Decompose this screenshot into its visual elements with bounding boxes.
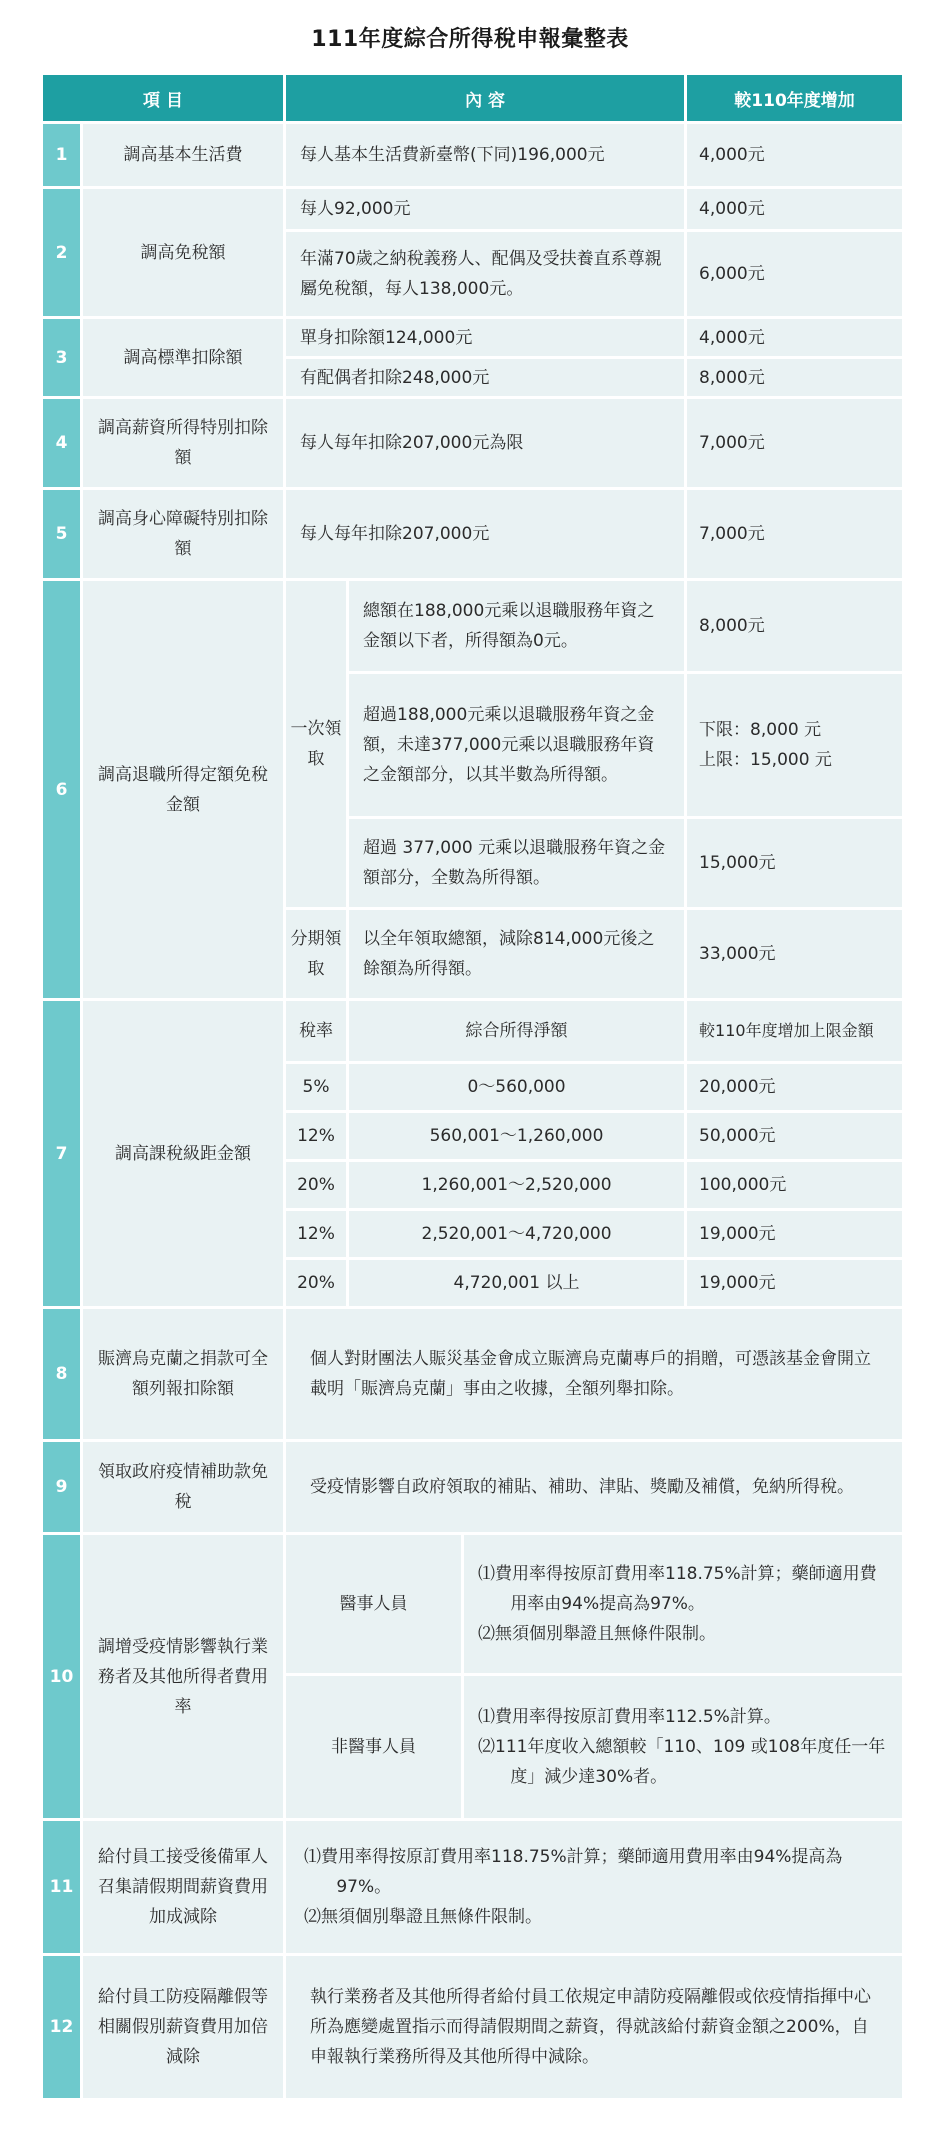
row-content: 每人基本生活費新臺幣(下同)196,000元: [286, 124, 684, 186]
bracket-header-limit: 較110年度增加上限金額: [687, 1001, 902, 1061]
row-content: 總額在188,000元乘以退職服務年資之金額以下者，所得額為0元。: [349, 581, 684, 671]
table-row: [43, 399, 902, 487]
lump-sum-label: 一次領取: [286, 581, 346, 907]
row-increase: 7,000元: [687, 399, 902, 487]
list-item: ⑵無須個別舉證且無條件限制。: [304, 1907, 543, 1927]
header-increase: 較110年度增加: [687, 75, 902, 121]
group-label: 非醫事人員: [286, 1676, 461, 1818]
header-row: [43, 75, 902, 121]
row-number: 8: [43, 1309, 80, 1439]
table-row: [43, 319, 902, 356]
row-item: 調高身心障礙特別扣除額: [83, 490, 283, 578]
row-item: 調高基本生活費: [83, 124, 283, 186]
table-row: [43, 1956, 902, 2098]
row-number: 2: [43, 189, 80, 316]
row-number: 9: [43, 1442, 80, 1532]
row-content: 有配偶者扣除248,000元: [286, 359, 684, 396]
list-item: ⑵111年度收入總額較「110、109 或108年度任一年度」減少達30%者。: [478, 1737, 886, 1787]
row-content: 受疫情影響自政府領取的補貼、補助、津貼、獎勵及補償，免納所得稅。: [286, 1442, 902, 1532]
row-increase: 7,000元: [687, 490, 902, 578]
row-item: 調高課稅級距金額: [83, 1001, 283, 1306]
bracket-range: 4,720,001 以上: [349, 1260, 684, 1306]
row-increase: 4,000元: [687, 189, 902, 229]
list-item: ⑴費用率得按原訂費用率118.75%計算；藥師適用費用率由94%提高為97%。: [478, 1564, 877, 1614]
row-increase: [687, 674, 902, 816]
bracket-rate: 20%: [286, 1260, 346, 1306]
row-number: 1: [43, 124, 80, 186]
row-number: 10: [43, 1535, 80, 1818]
row-item: 調增受疫情影響執行業務者及其他所得者費用率: [83, 1535, 283, 1818]
row-item: 給付員工接受後備軍人召集請假期間薪資費用加成減除: [83, 1821, 283, 1953]
list-item: ⑴費用率得按原訂費用率112.5%計算。: [478, 1707, 781, 1727]
table-row: [43, 581, 902, 671]
bracket-limit: 50,000元: [687, 1113, 902, 1159]
group-content: [464, 1676, 902, 1818]
table-row: [43, 1442, 902, 1532]
header-content: 內 容: [286, 75, 684, 121]
bracket-limit: 19,000元: [687, 1211, 902, 1257]
header-item: 項 目: [43, 75, 283, 121]
row-increase: 4,000元: [687, 319, 902, 356]
list-item: ⑴費用率得按原訂費用率118.75%計算；藥師適用費用率由94%提高為97%。: [304, 1847, 843, 1897]
row-item: 調高免稅額: [83, 189, 283, 316]
row-number: 4: [43, 399, 80, 487]
bracket-limit: 20,000元: [687, 1064, 902, 1110]
table-row: [43, 189, 902, 229]
increase-lower: 下限：8,000 元: [699, 720, 822, 740]
row-content: 單身扣除額124,000元: [286, 319, 684, 356]
row-content: 超過 377,000 元乘以退職服務年資之金額部分，全數為所得額。: [349, 819, 684, 907]
row-increase: 8,000元: [687, 581, 902, 671]
table-row: [43, 1309, 902, 1439]
table-row: [43, 1821, 902, 1953]
row-item: 調高退職所得定額免稅金額: [83, 581, 283, 998]
row-item: 給付員工防疫隔離假等相關假別薪資費用加倍減除: [83, 1956, 283, 2098]
row-number: 5: [43, 490, 80, 578]
table-row: [43, 124, 902, 186]
bracket-range: 1,260,001～2,520,000: [349, 1162, 684, 1208]
row-content: 以全年領取總額，減除814,000元後之餘額為所得額。: [349, 910, 684, 998]
bracket-range: 2,520,001～4,720,000: [349, 1211, 684, 1257]
bracket-limit: 100,000元: [687, 1162, 902, 1208]
table-row: [43, 490, 902, 578]
group-content: [464, 1535, 902, 1673]
tax-summary-table: [40, 72, 905, 2101]
row-item: 賑濟烏克蘭之捐款可全額列報扣除額: [83, 1309, 283, 1439]
row-increase: 8,000元: [687, 359, 902, 396]
bracket-rate: 5%: [286, 1064, 346, 1110]
bracket-header-range: 綜合所得淨額: [349, 1001, 684, 1061]
row-item: 調高薪資所得特別扣除額: [83, 399, 283, 487]
row-content: 每人每年扣除207,000元: [286, 490, 684, 578]
row-item: 領取政府疫情補助款免稅: [83, 1442, 283, 1532]
bracket-range: 0～560,000: [349, 1064, 684, 1110]
row-number: 6: [43, 581, 80, 998]
bracket-rate: 12%: [286, 1113, 346, 1159]
table-row: [43, 1535, 902, 1673]
increase-upper: 上限：15,000 元: [699, 750, 832, 770]
row-increase: 33,000元: [687, 910, 902, 998]
row-number: 12: [43, 1956, 80, 2098]
group-label: 醫事人員: [286, 1535, 461, 1673]
row-number: 11: [43, 1821, 80, 1953]
row-number: 7: [43, 1001, 80, 1306]
bracket-header-rate: 稅率: [286, 1001, 346, 1061]
table-row: [43, 1001, 902, 1061]
page-title: 111年度綜合所得稅申報彙整表: [311, 27, 629, 52]
row-content: 個人對財團法人賑災基金會成立賑濟烏克蘭專戶的捐贈，可憑該基金會開立載明「賑濟烏克蘭」事由之收據，全額列舉扣除。: [286, 1309, 902, 1439]
row-increase: 4,000元: [687, 124, 902, 186]
row-increase: 15,000元: [687, 819, 902, 907]
row-content: [286, 1821, 902, 1953]
row-increase: 6,000元: [687, 232, 902, 316]
row-item: 調高標準扣除額: [83, 319, 283, 396]
bracket-range: 560,001～1,260,000: [349, 1113, 684, 1159]
row-content: 超過188,000元乘以退職服務年資之金額，未達377,000元乘以退職服務年資之金額部分，以其半數為所得額。: [349, 674, 684, 816]
row-content: 執行業務者及其他所得者給付員工依規定申請防疫隔離假或依疫情指揮中心所為應變處置指示而得請假期間之薪資，得就該給付薪資金額之200%，自申報執行業務所得及其他所得中減除。: [286, 1956, 902, 2098]
row-content: 年滿70歲之納稅義務人、配偶及受扶養直系尊親屬免稅額，每人138,000元。: [286, 232, 684, 316]
bracket-rate: 12%: [286, 1211, 346, 1257]
list-item: ⑵無須個別舉證且無條件限制。: [478, 1624, 717, 1644]
row-number: 3: [43, 319, 80, 396]
bracket-rate: 20%: [286, 1162, 346, 1208]
row-content: 每人92,000元: [286, 189, 684, 229]
installment-label: 分期領取: [286, 910, 346, 998]
bracket-limit: 19,000元: [687, 1260, 902, 1306]
row-content: 每人每年扣除207,000元為限: [286, 399, 684, 487]
